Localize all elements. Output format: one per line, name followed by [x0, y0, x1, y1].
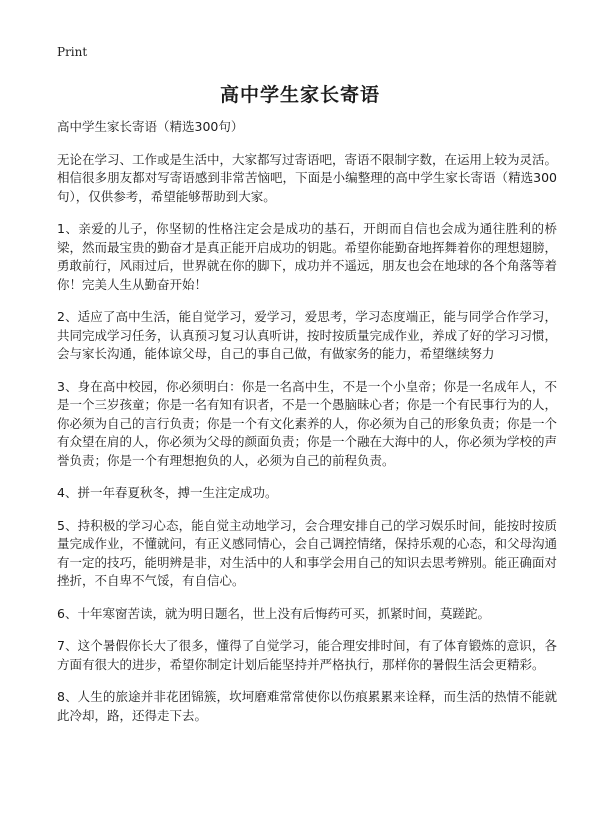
message-item: 5、持积极的学习心态，能自觉主动地学习，会合理安排自己的学习娱乐时间，能按时按质量完成作业，不懂就问，有正义感同情心，会自己调控情绪，保持乐观的心态，和父母沟通有一定的技巧，能明辨是非，对生活中的人和事学会用自己的知识去思考辨别。能正确面对挫折，不自卑不气馁，有自信心。 — [57, 517, 558, 588]
page-title: 高中学生家长寄语 — [219, 84, 380, 106]
message-item: 7、这个暑假你长大了很多，懂得了自觉学习，能合理安排时间，有了体育锻炼的意识，各方面有很大的进步，希望你制定计划后能坚持并严格执行，那样你的暑假生活会更精彩。 — [57, 638, 557, 672]
message-item: 2、适应了高中生活，能自觉学习，爱学习，爱思考，学习态度端正，能与同学合作学习，共同完成学习任务，认真预习复习认真听讲，按时按质量完成作业，养成了好的学习习惯，会与家长沟通，能体谅父母，自己的事自己做，有做家务的能力，希望继续努力 — [57, 309, 558, 361]
message-item: 1、亲爱的儿子，你坚韧的性格注定会是成功的基石，开朗而自信也会成为通往胜利的桥梁，然而最宝贵的勤奋才是真正能开启成功的钥匙。希望你能勤奋地挥舞着你的理想翅膀，勇敢前行，风雨过后，世界就在你的脚下，成功并不遥远，朋友也会在地球的各个角落等着你！完美人生从勤奋开始！ — [57, 221, 558, 292]
message-item: 3、身在高中校园，你必须明白：你是一名高中生，不是一个小皇帝；你是一名成年人，不是一个三岁孩童；你是一名有知有识者，不是一个愚脑昧心者；你是一个有民事行为的人，你必须为自己的言行负责；你是一个有文化素养的人，你必须为自己的形象负责；你是一个有众望在肩的人，你必须为父母的颜面负责；你是一个融在大海中的人，你必须为学校的声誉负责；你是一个有理想抱负的人，必须为自己的前程负责。 — [57, 378, 558, 468]
print-link[interactable]: Print — [57, 45, 88, 59]
article-intro: 无论在学习、工作或是生活中，大家都写过寄语吧，寄语不限制字数，在运用上较为灵活。相信很多朋友都对写寄语感到非常苦恼吧，下面是小编整理的高中学生家长寄语（精选300句），仅供参考，希望能够帮助到大家。 — [57, 151, 558, 204]
article-subtitle: 高中学生家长寄语（精选300句） — [57, 119, 244, 134]
article-body — [57, 118, 557, 739]
message-item: 8、人生的旅途并非花团锦簇，坎坷磨难常常使你以伤痕累累来诠释，而生活的热情不能就此冷却，路，还得走下去。 — [57, 689, 557, 723]
message-item: 4、拼一年春夏秋冬，搏一生注定成功。 — [57, 485, 278, 500]
message-item: 6、十年寒窗苦读，就为明日题名，世上没有后悔药可买，抓紧时间，莫蹉跎。 — [57, 605, 490, 621]
